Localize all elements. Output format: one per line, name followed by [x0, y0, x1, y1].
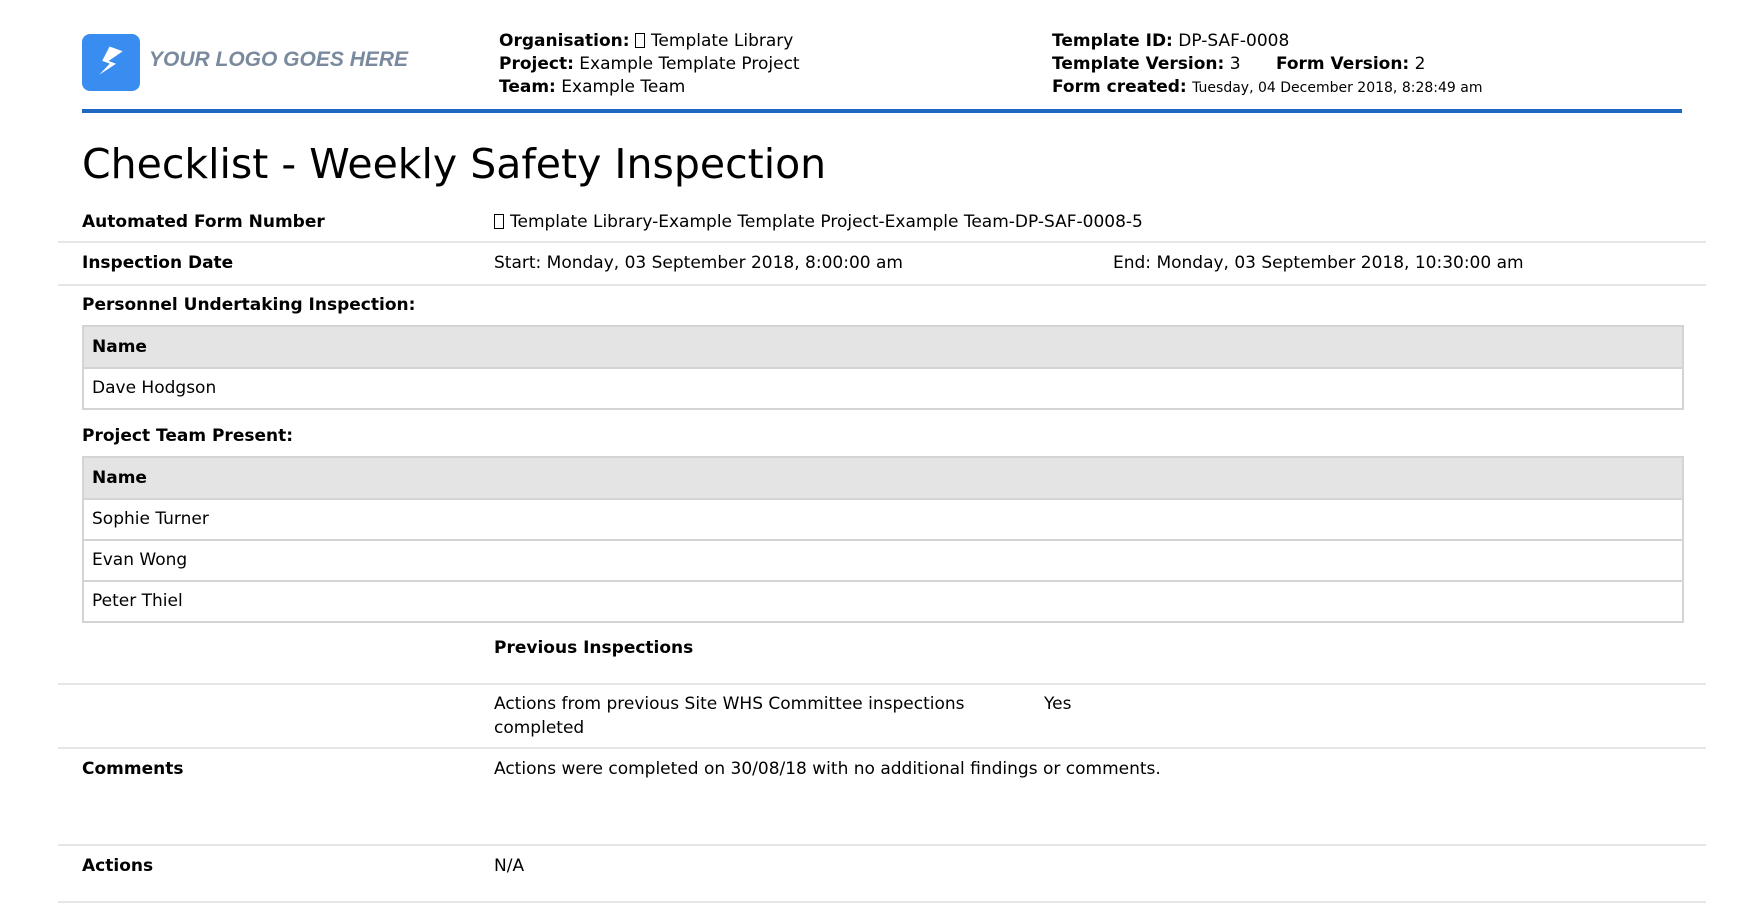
page-title: Checklist - Weekly Safety Inspection: [82, 140, 827, 188]
previous-question-line1: Actions from previous Site WHS Committee inspections: [494, 694, 965, 714]
inspection-end: End: Monday, 03 September 2018, 10:30:00 am: [1113, 253, 1524, 273]
form-version-value: 2: [1414, 54, 1426, 74]
form-created-line: [1052, 76, 1482, 100]
table-header: Name: [84, 458, 1682, 500]
team-value: Example Team: [561, 77, 686, 97]
organisation-value: Template Library: [650, 31, 794, 51]
template-id-value: DP-SAF-0008: [1178, 31, 1290, 51]
actions-label: Actions: [82, 856, 154, 876]
team-label: Team:: [499, 77, 556, 97]
organisation-label: Organisation:: [499, 31, 630, 51]
table-row: Peter Thiel: [84, 582, 1682, 621]
team-present-table: [82, 456, 1684, 623]
previous-answer: Yes: [1044, 694, 1072, 714]
previous-question-line2: completed: [494, 718, 585, 738]
form-created-value: Tuesday, 04 December 2018, 8:28:49 am: [1192, 80, 1483, 96]
header-divider: [82, 109, 1682, 113]
form-number-value-wrap: [494, 212, 1143, 232]
table-row: Evan Wong: [84, 541, 1682, 582]
inspection-date-label: Inspection Date: [82, 253, 234, 273]
table-row: Dave Hodgson: [84, 369, 1682, 408]
template-id-label: Template ID:: [1052, 31, 1173, 51]
team-line: [499, 76, 685, 99]
comments-label: Comments: [82, 759, 184, 779]
template-version-value: 3: [1229, 54, 1241, 74]
form-number-label: Automated Form Number: [82, 212, 325, 232]
logo-text: YOUR LOGO GOES HERE: [149, 48, 409, 71]
form-created-label: Form created:: [1052, 77, 1187, 97]
row-divider: [58, 901, 1706, 903]
template-id-line: [1052, 30, 1289, 53]
logo-icon: [82, 34, 140, 91]
missing-glyph-icon: [635, 33, 645, 48]
project-label: Project:: [499, 54, 574, 74]
missing-glyph-icon: [494, 214, 504, 229]
table-header: Name: [84, 327, 1682, 369]
previous-inspections-heading: Previous Inspections: [494, 638, 694, 658]
template-version-label: Template Version:: [1052, 54, 1225, 74]
row-divider: [58, 747, 1706, 749]
personnel-table: [82, 325, 1684, 410]
table-row: Sophie Turner: [84, 500, 1682, 541]
form-number-value: Template Library-Example Template Project-Example Team-DP-SAF-0008-5: [510, 212, 1143, 232]
row-divider: [58, 844, 1706, 846]
form-version-label: Form Version:: [1275, 54, 1410, 74]
team-present-label: Project Team Present:: [82, 426, 294, 446]
comments-value: Actions were completed on 30/08/18 with no additional findings or comments.: [494, 759, 1161, 779]
row-divider: [58, 284, 1706, 286]
actions-value: N/A: [494, 856, 525, 876]
project-line: [499, 53, 800, 76]
organisation-line: [499, 30, 793, 53]
template-version-line: [1052, 53, 1425, 76]
row-divider: [58, 683, 1706, 685]
inspection-start: Start: Monday, 03 September 2018, 8:00:00 am: [494, 253, 903, 273]
project-value: Example Template Project: [579, 54, 800, 74]
personnel-label: Personnel Undertaking Inspection:: [82, 295, 416, 315]
row-divider: [58, 241, 1706, 243]
